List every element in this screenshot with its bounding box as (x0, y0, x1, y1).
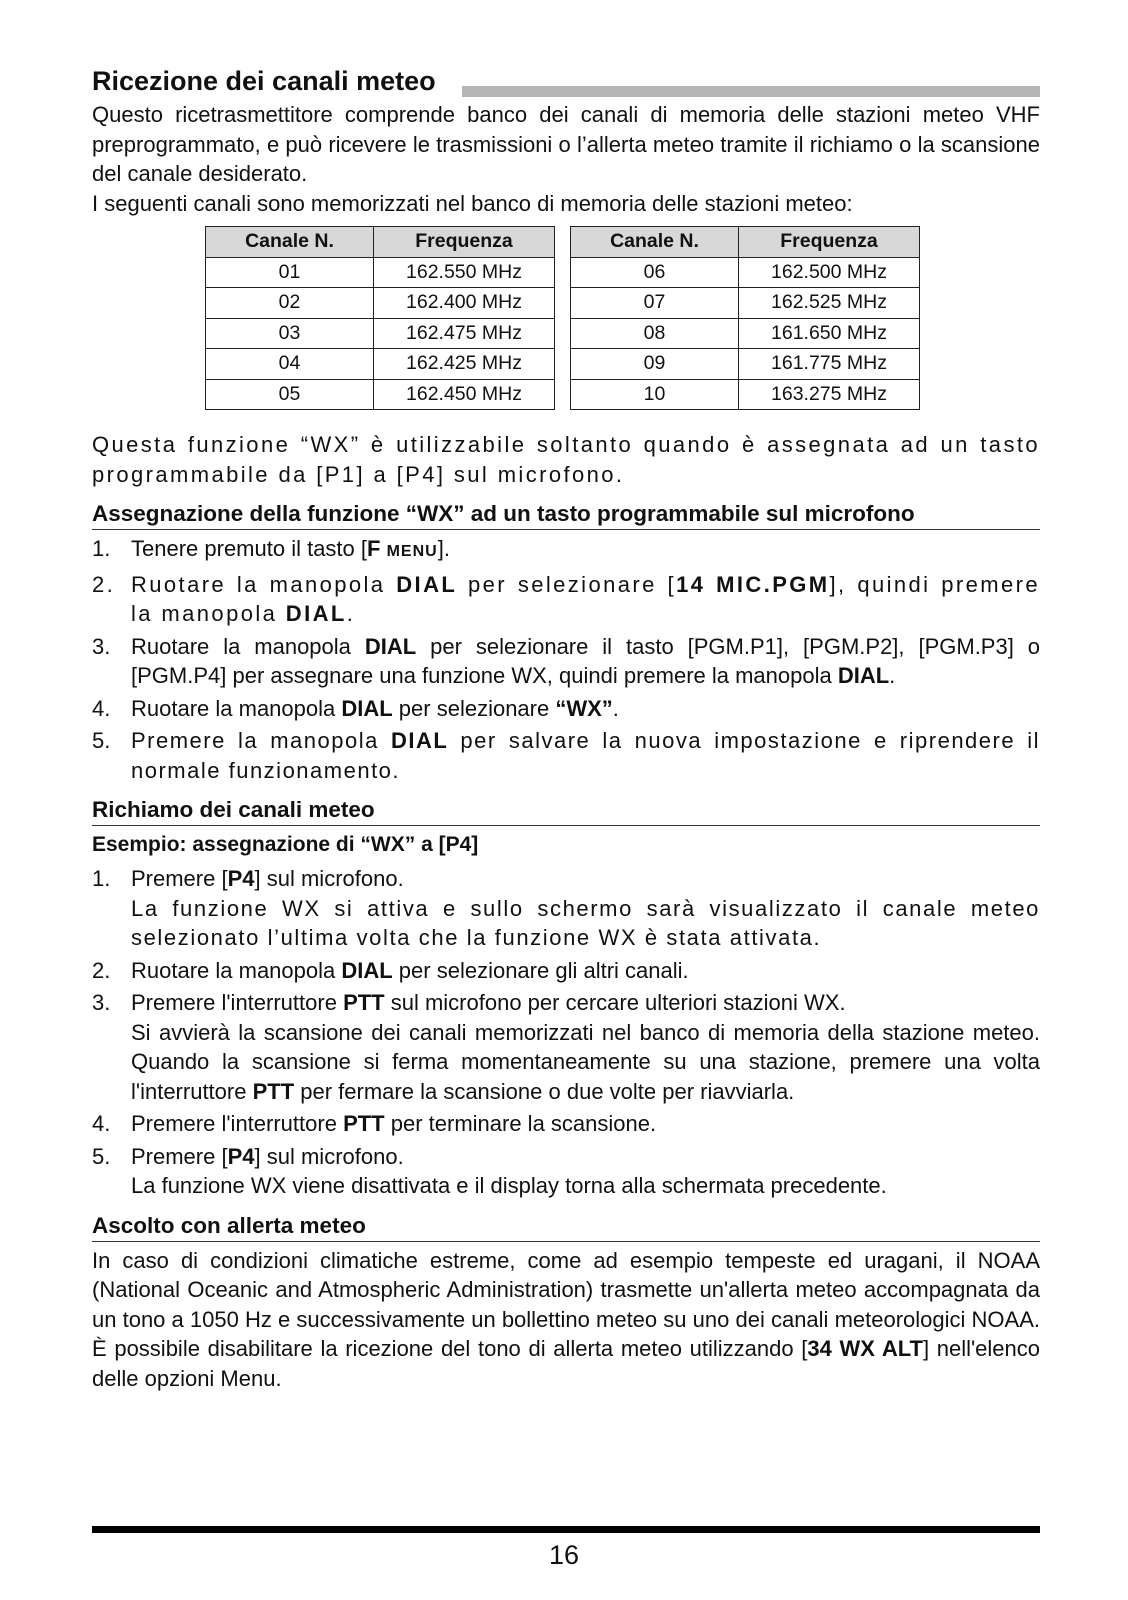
channel-table-left (205, 226, 555, 410)
table-row (206, 379, 555, 410)
frequency-cell: 163.275 MHz (739, 379, 920, 410)
channel-cell: 01 (206, 257, 374, 288)
list-item: 1. Premere [P4] sul microfono. La funzione WX si attiva e sullo schermo sarà visualizzato il canale meteo selezionato l’ultima volta che la funzione WX è stata attivata. (92, 866, 1040, 950)
step-number: 2. (92, 571, 116, 597)
frequency-cell: 162.425 MHz (374, 349, 555, 380)
alert-paragraph: In caso di condizioni climatiche estreme, come ad esempio tempeste ed uragani, il NOAA (National Oceanic and Atmospheric Administration) trasmette un'allerta meteo accompagnata da un tono a 1050 Hz e successivamente un bollettino meteo su uno dei canali meteorologici NOAA. È possibile disabilitare la ricezione del tono di allerta meteo utilizzando [34 WX ALT] nell'elenco delle opzioni Menu. (92, 1247, 1041, 1391)
list-item: 1. Tenere premuto il tasto [F MENU]. (92, 534, 1040, 567)
channel-cell: 02 (206, 288, 374, 319)
list-item: 3. Premere l'interruttore PTT sul microfono per cercare ulteriori stazioni WX. Si avvierà la scansione dei canali memorizzati nel banco di memoria della stazione meteo. Quando la scansione si ferma momentaneamente su una stazione, premere una volta l'interruttore PTT per fermare la scansione o due volte per riavviarla. (92, 990, 1040, 1104)
step-number: 2. (92, 957, 111, 983)
example-subheading: Esempio: assegnazione di “WX” a [P4] (92, 833, 479, 856)
step-number: 4. (92, 695, 111, 721)
step-number: 1. (92, 536, 111, 561)
channel-cell: 05 (206, 379, 374, 410)
intro-paragraph-2: I seguenti canali sono memorizzati nel banco di memoria delle stazioni meteo: (92, 190, 853, 216)
col-header-channel: Canale N. (206, 227, 374, 258)
page-number: 16 (548, 1540, 580, 1570)
title-bar (462, 86, 1040, 97)
frequency-cell: 161.650 MHz (739, 318, 920, 349)
col-header-channel: Canale N. (571, 227, 739, 258)
frequency-cell: 162.400 MHz (374, 288, 555, 319)
frequency-cell: 162.475 MHz (374, 318, 555, 349)
table-row (571, 288, 920, 319)
step-number: 1. (92, 866, 111, 891)
channel-cell: 08 (571, 318, 739, 349)
list-item: 4. Premere l'interruttore PTT per terminare la scansione. (92, 1109, 1040, 1139)
table-row (206, 257, 555, 288)
frequency-cell: 162.500 MHz (739, 257, 920, 288)
list-item: 2. Ruotare la manopola DIAL per selezionare [14 MIC.PGM], quindi premere la manopola DIAL. (92, 571, 1041, 626)
manual-page (92, 64, 1040, 1393)
table-row (571, 379, 920, 410)
col-header-frequency: Frequenza (374, 227, 555, 258)
step-number: 3. (92, 990, 111, 1015)
title-text: Ricezione dei canali meteo (92, 66, 442, 96)
channel-cell: 03 (206, 318, 374, 349)
list-item: 3. Ruotare la manopola DIAL per selezionare il tasto [PGM.P1], [PGM.P2], [PGM.P3] o [PGM.P4] per assegnare una funzione WX, quindi premere la manopola DIAL. (92, 633, 1041, 688)
assign-heading: Assegnazione della funzione “WX” ad un tasto programmabile sul microfono (92, 499, 1040, 530)
recall-heading: Richiamo dei canali meteo (92, 795, 1040, 826)
footer-rule (92, 1526, 1040, 1533)
step-number: 4. (92, 1111, 111, 1136)
table-row (571, 257, 920, 288)
frequency-cell: 162.450 MHz (374, 379, 555, 410)
channel-cell: 07 (571, 288, 739, 319)
channel-tables (205, 226, 1040, 410)
channel-cell: 06 (571, 257, 739, 288)
step-number: 5. (92, 1143, 111, 1169)
step-number: 5. (92, 728, 111, 753)
assign-steps (92, 534, 1040, 785)
list-item: 5. Premere la manopola DIAL per salvare la nuova impostazione e riprendere il normale funzionamento. (92, 728, 1040, 783)
table-row (571, 349, 920, 380)
col-header-frequency: Frequenza (739, 227, 920, 258)
alert-heading: Ascolto con allerta meteo (92, 1211, 1040, 1242)
table-row (206, 318, 555, 349)
step-number: 3. (92, 633, 111, 659)
list-item: 2. Ruotare la manopola DIAL per selezionare gli altri canali. (92, 956, 1040, 986)
table-row (206, 349, 555, 380)
channel-cell: 04 (206, 349, 374, 380)
intro-paragraph: Questo ricetrasmettitore comprende banco dei canali di memoria delle stazioni meteo VHF preprogrammato, e può ricevere le trasmissioni o l’allerta meteo tramite il richiamo o la scansione del canale desiderato. (92, 102, 1040, 186)
list-item: 5. Premere [P4] sul microfono. La funzione WX viene disattivata e il display torna alla schermata precedente. (92, 1143, 887, 1198)
table-row (206, 288, 555, 319)
channel-table-right (570, 226, 920, 410)
channel-cell: 09 (571, 349, 739, 380)
recall-steps (92, 864, 1040, 1201)
frequency-cell: 162.525 MHz (739, 288, 920, 319)
wx-note: Questa funzione “WX” è utilizzabile soltanto quando è assegnata ad un tasto programmabile da [P1] a [P4] sul microfono. (92, 432, 1040, 487)
table-row (571, 318, 920, 349)
frequency-cell: 161.775 MHz (739, 349, 920, 380)
list-item: 4. Ruotare la manopola DIAL per selezionare “WX”. (92, 694, 1040, 724)
section-title (92, 64, 1040, 98)
channel-cell: 10 (571, 379, 739, 410)
frequency-cell: 162.550 MHz (374, 257, 555, 288)
